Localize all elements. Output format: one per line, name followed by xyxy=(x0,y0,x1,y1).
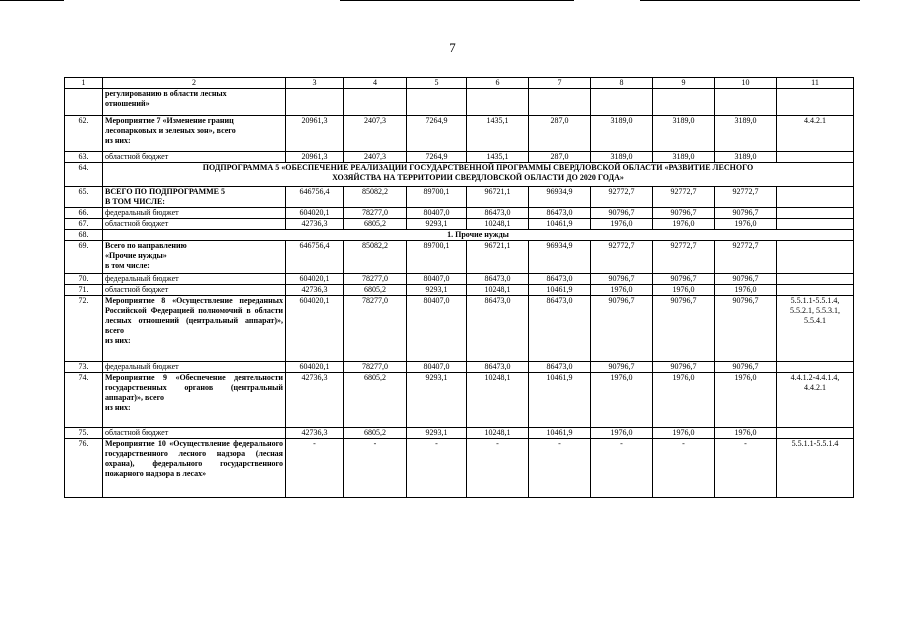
row-number: 71. xyxy=(65,285,103,296)
row-label: регулированию в области лесных отношений» xyxy=(103,89,286,116)
value-cell: - xyxy=(407,439,467,498)
value-cell: 1976,0 xyxy=(591,285,653,296)
value-cell: 80407,0 xyxy=(407,362,467,373)
value-cell: 10248,1 xyxy=(467,285,529,296)
value-cell: 1435,1 xyxy=(467,152,529,163)
budget-table xyxy=(64,77,854,498)
value-cell: 1976,0 xyxy=(591,428,653,439)
row-label: Мероприятие 10 «Осуществление федерального государственного лесного надзора (лесная охрана), федерального государственного пожарного надзора в лесах» xyxy=(103,439,286,498)
program-code xyxy=(777,152,854,163)
column-header-10: 10 xyxy=(715,78,777,89)
value-cell: 78277,0 xyxy=(344,274,407,285)
row-label: Мероприятие 9 «Обеспечение деятельности государственных органов (центральный аппарат)», всего из них: xyxy=(103,373,286,428)
value-cell: 3189,0 xyxy=(591,116,653,152)
value-cell: - xyxy=(344,439,407,498)
value-cell: 90796,7 xyxy=(653,296,715,362)
section-title: 1. Прочие нужды xyxy=(103,230,854,241)
table-row xyxy=(65,241,854,274)
value-cell: 9293,1 xyxy=(407,428,467,439)
value-cell: 80407,0 xyxy=(407,274,467,285)
value-cell: 42736,3 xyxy=(286,285,344,296)
value-cell: 1976,0 xyxy=(591,373,653,428)
table-row xyxy=(65,428,854,439)
value-cell xyxy=(529,89,591,116)
value-cell: 85082,2 xyxy=(344,187,407,208)
program-code xyxy=(777,219,854,230)
program-code xyxy=(777,362,854,373)
table-row xyxy=(65,296,854,362)
value-cell: 604020,1 xyxy=(286,208,344,219)
scan-line-middle xyxy=(340,0,574,1)
row-label: Мероприятие 7 «Изменение границ лесопарковых и зеленых зон», всего из них: xyxy=(103,116,286,152)
value-cell: 90796,7 xyxy=(591,274,653,285)
value-cell: 92772,7 xyxy=(591,241,653,274)
row-label: федеральный бюджет xyxy=(103,208,286,219)
value-cell: 90796,7 xyxy=(715,296,777,362)
value-cell: 3189,0 xyxy=(653,152,715,163)
scan-line-right xyxy=(640,0,860,1)
row-number: 69. xyxy=(65,241,103,274)
value-cell: 3189,0 xyxy=(653,116,715,152)
value-cell xyxy=(467,89,529,116)
column-header-2: 2 xyxy=(103,78,286,89)
column-header-6: 6 xyxy=(467,78,529,89)
value-cell: 90796,7 xyxy=(653,208,715,219)
row-number: 72. xyxy=(65,296,103,362)
value-cell: 1976,0 xyxy=(653,219,715,230)
row-number xyxy=(65,89,103,116)
value-cell: 1976,0 xyxy=(715,428,777,439)
scan-line-left xyxy=(0,0,64,1)
table-row xyxy=(65,208,854,219)
value-cell: 89700,1 xyxy=(407,187,467,208)
row-number: 62. xyxy=(65,116,103,152)
value-cell: 90796,7 xyxy=(653,274,715,285)
table-row xyxy=(65,274,854,285)
table-header-row xyxy=(65,78,854,89)
value-cell: 86473,0 xyxy=(467,362,529,373)
row-label: областной бюджет xyxy=(103,428,286,439)
value-cell: 2407,3 xyxy=(344,152,407,163)
section-row xyxy=(65,230,854,241)
row-number: 75. xyxy=(65,428,103,439)
row-label: федеральный бюджет xyxy=(103,274,286,285)
value-cell: - xyxy=(529,439,591,498)
value-cell: 1976,0 xyxy=(715,285,777,296)
value-cell: 646756,4 xyxy=(286,241,344,274)
row-number: 76. xyxy=(65,439,103,498)
row-number: 70. xyxy=(65,274,103,285)
value-cell xyxy=(407,89,467,116)
program-code xyxy=(777,274,854,285)
table-row xyxy=(65,116,854,152)
row-label: федеральный бюджет xyxy=(103,362,286,373)
value-cell: 86473,0 xyxy=(529,208,591,219)
value-cell: 96934,9 xyxy=(529,241,591,274)
value-cell: - xyxy=(467,439,529,498)
value-cell: 7264,9 xyxy=(407,116,467,152)
value-cell: 9293,1 xyxy=(407,285,467,296)
value-cell: 85082,2 xyxy=(344,241,407,274)
value-cell: - xyxy=(286,439,344,498)
value-cell: 1435,1 xyxy=(467,116,529,152)
value-cell: 78277,0 xyxy=(344,208,407,219)
row-label: Мероприятие 8 «Осуществление переданных Российской Федерацией полномочий в области лесных отношений (центральный аппарат)», всего из них: xyxy=(103,296,286,362)
value-cell: 10461,9 xyxy=(529,285,591,296)
row-label: областной бюджет xyxy=(103,152,286,163)
value-cell: 78277,0 xyxy=(344,362,407,373)
program-code xyxy=(777,428,854,439)
value-cell: 6805,2 xyxy=(344,428,407,439)
value-cell: 86473,0 xyxy=(467,208,529,219)
value-cell: 90796,7 xyxy=(715,208,777,219)
table-row xyxy=(65,362,854,373)
value-cell: 42736,3 xyxy=(286,373,344,428)
program-code xyxy=(777,285,854,296)
value-cell: 80407,0 xyxy=(407,296,467,362)
table-row xyxy=(65,439,854,498)
value-cell: 646756,4 xyxy=(286,187,344,208)
value-cell: 1976,0 xyxy=(715,373,777,428)
column-header-7: 7 xyxy=(529,78,591,89)
value-cell: 90796,7 xyxy=(591,362,653,373)
row-number: 66. xyxy=(65,208,103,219)
value-cell: 89700,1 xyxy=(407,241,467,274)
value-cell: 6805,2 xyxy=(344,373,407,428)
row-number: 74. xyxy=(65,373,103,428)
value-cell: 1976,0 xyxy=(715,219,777,230)
value-cell: 604020,1 xyxy=(286,274,344,285)
table-row xyxy=(65,187,854,208)
value-cell: 3189,0 xyxy=(715,116,777,152)
value-cell: 90796,7 xyxy=(653,362,715,373)
value-cell: 6805,2 xyxy=(344,285,407,296)
value-cell xyxy=(591,89,653,116)
value-cell: 86473,0 xyxy=(467,274,529,285)
row-number: 68. xyxy=(65,230,103,241)
table-row xyxy=(65,373,854,428)
table-row xyxy=(65,285,854,296)
value-cell: 1976,0 xyxy=(653,428,715,439)
program-code: 5.5.1.1-5.5.1.4, 5.5.2.1, 5.5.3.1, 5.5.4.1 xyxy=(777,296,854,362)
value-cell: 3189,0 xyxy=(715,152,777,163)
program-code: 5.5.1.1-5.5.1.4 xyxy=(777,439,854,498)
value-cell: 90796,7 xyxy=(591,296,653,362)
value-cell: 92772,7 xyxy=(653,187,715,208)
program-code: 4.4.2.1 xyxy=(777,116,854,152)
row-label: областной бюджет xyxy=(103,285,286,296)
value-cell: 604020,1 xyxy=(286,296,344,362)
value-cell xyxy=(344,89,407,116)
value-cell: 90796,7 xyxy=(715,362,777,373)
value-cell: 86473,0 xyxy=(529,296,591,362)
value-cell: 96721,1 xyxy=(467,187,529,208)
value-cell: - xyxy=(715,439,777,498)
value-cell: 92772,7 xyxy=(591,187,653,208)
value-cell: 1976,0 xyxy=(653,373,715,428)
value-cell: 10461,9 xyxy=(529,373,591,428)
program-code xyxy=(777,241,854,274)
value-cell: 9293,1 xyxy=(407,219,467,230)
program-code xyxy=(777,187,854,208)
section-title: ПОДПРОГРАММА 5 «ОБЕСПЕЧЕНИЕ РЕАЛИЗАЦИИ ГОСУДАРСТВЕННОЙ ПРОГРАММЫ СВЕРДЛОВСКОЙ ОБЛАСТИ «РАЗВИТИЕ ЛЕСНОГО ХОЗЯЙСТВА НА ТЕРРИТОРИИ СВЕРДЛОВСКОЙ ОБЛАСТИ ДО 2020 ГОДА» xyxy=(103,163,854,187)
row-number: 67. xyxy=(65,219,103,230)
value-cell: 287,0 xyxy=(529,152,591,163)
program-code xyxy=(777,89,854,116)
row-label: областной бюджет xyxy=(103,219,286,230)
value-cell xyxy=(715,89,777,116)
table-row xyxy=(65,152,854,163)
row-label: Всего по направлению «Прочие нужды» в том числе: xyxy=(103,241,286,274)
column-header-5: 5 xyxy=(407,78,467,89)
row-number: 63. xyxy=(65,152,103,163)
value-cell: 92772,7 xyxy=(653,241,715,274)
value-cell: 92772,7 xyxy=(715,187,777,208)
value-cell: - xyxy=(653,439,715,498)
value-cell: 2407,3 xyxy=(344,116,407,152)
row-number: 64. xyxy=(65,163,103,187)
value-cell: 90796,7 xyxy=(591,208,653,219)
value-cell: 80407,0 xyxy=(407,208,467,219)
value-cell: 604020,1 xyxy=(286,362,344,373)
value-cell: 1976,0 xyxy=(591,219,653,230)
value-cell xyxy=(653,89,715,116)
table-row xyxy=(65,219,854,230)
value-cell: 86473,0 xyxy=(529,274,591,285)
value-cell: 9293,1 xyxy=(407,373,467,428)
page-number: 7 xyxy=(449,40,456,55)
table-body xyxy=(65,78,854,498)
value-cell: 6805,2 xyxy=(344,219,407,230)
program-code xyxy=(777,208,854,219)
column-header-4: 4 xyxy=(344,78,407,89)
value-cell: 10248,1 xyxy=(467,219,529,230)
column-header-8: 8 xyxy=(591,78,653,89)
column-header-11: 11 xyxy=(777,78,854,89)
value-cell: 10248,1 xyxy=(467,428,529,439)
value-cell: 287,0 xyxy=(529,116,591,152)
value-cell: 78277,0 xyxy=(344,296,407,362)
value-cell: 42736,3 xyxy=(286,428,344,439)
program-code: 4.4.1.2-4.4.1.4, 4.4.2.1 xyxy=(777,373,854,428)
column-header-1: 1 xyxy=(65,78,103,89)
value-cell: 7264,9 xyxy=(407,152,467,163)
value-cell: 86473,0 xyxy=(467,296,529,362)
value-cell: 20961,3 xyxy=(286,116,344,152)
value-cell: 20961,3 xyxy=(286,152,344,163)
section-row xyxy=(65,163,854,187)
value-cell: 86473,0 xyxy=(529,362,591,373)
row-number: 73. xyxy=(65,362,103,373)
value-cell: - xyxy=(591,439,653,498)
column-header-3: 3 xyxy=(286,78,344,89)
row-number: 65. xyxy=(65,187,103,208)
value-cell xyxy=(286,89,344,116)
value-cell: 42736,3 xyxy=(286,219,344,230)
row-label: ВСЕГО ПО ПОДПРОГРАММЕ 5 В ТОМ ЧИСЛЕ: xyxy=(103,187,286,208)
value-cell: 96721,1 xyxy=(467,241,529,274)
value-cell: 1976,0 xyxy=(653,285,715,296)
value-cell: 10461,9 xyxy=(529,219,591,230)
value-cell: 10248,1 xyxy=(467,373,529,428)
value-cell: 96934,9 xyxy=(529,187,591,208)
value-cell: 10461,9 xyxy=(529,428,591,439)
column-header-9: 9 xyxy=(653,78,715,89)
value-cell: 92772,7 xyxy=(715,241,777,274)
table-row xyxy=(65,89,854,116)
value-cell: 3189,0 xyxy=(591,152,653,163)
value-cell: 90796,7 xyxy=(715,274,777,285)
